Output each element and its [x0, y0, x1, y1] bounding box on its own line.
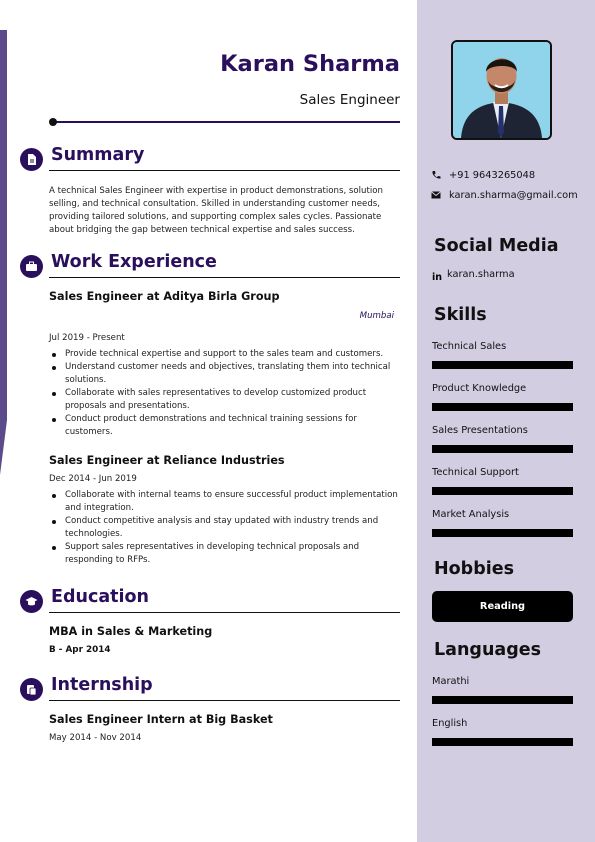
profile-photo	[451, 40, 552, 140]
skills-heading: Skills	[434, 305, 487, 325]
skill-label: Market Analysis	[432, 509, 510, 520]
job-dates: Jul 2019 - Present	[49, 333, 125, 343]
internship-dates: May 2014 - Nov 2014	[49, 733, 142, 743]
skill-label: Sales Presentations	[432, 425, 528, 436]
phone-number: +91 9643265048	[449, 170, 536, 181]
job-bullet: Conduct product demonstrations and technical training sessions for customers.	[49, 413, 402, 439]
skill-label: Technical Support	[432, 467, 519, 478]
linkedin-handle[interactable]: karan.sharma	[447, 269, 515, 280]
skill-bar	[432, 487, 573, 495]
email-address[interactable]: karan.sharma@gmail.com	[449, 190, 578, 201]
hobby-tag: Reading	[432, 591, 573, 622]
clipboard-icon	[20, 678, 43, 701]
hobbies-heading: Hobbies	[434, 559, 515, 579]
internship-rule	[49, 700, 400, 701]
degree-dates: B - Apr 2014	[49, 645, 111, 655]
job-dates: Dec 2014 - Jun 2019	[49, 474, 137, 484]
envelope-icon	[431, 190, 441, 203]
work-heading: Work Experience	[51, 252, 217, 272]
social-media-heading: Social Media	[434, 236, 559, 256]
skill-bar	[432, 361, 573, 369]
job-location: Mumbai	[359, 311, 394, 321]
summary-text: A technical Sales Engineer with expertise in product demonstrations, solution selling, and technical consultation. Skilled in understanding customer needs, providing tailored solutions, and supporting complex sales cycles. Passionate about bridging the gap between technical expertise and sales success.	[49, 186, 383, 235]
skill-bar	[432, 445, 573, 453]
job-bullets	[49, 348, 402, 439]
job-title: Sales Engineer at Reliance Industries	[49, 454, 285, 467]
job-title: Sales Engineer at Aditya Birla Group	[49, 290, 280, 303]
header-divider	[52, 121, 400, 123]
summary-rule	[49, 170, 400, 171]
language-bar	[432, 738, 573, 746]
linkedin-icon: in	[432, 272, 443, 283]
graduation-cap-icon	[20, 590, 43, 613]
skill-bar	[432, 403, 573, 411]
internship-heading: Internship	[51, 675, 153, 695]
work-rule	[49, 277, 400, 278]
job-bullet: Collaborate with internal teams to ensure successful product implementation and integration.	[49, 489, 402, 515]
education-heading: Education	[51, 587, 149, 607]
sidebar	[417, 0, 595, 842]
candidate-name: Karan Sharma	[220, 51, 400, 77]
job-bullet: Understand customer needs and objectives, translating them into technical solutions.	[49, 361, 402, 387]
left-accent-tip	[0, 420, 7, 475]
education-rule	[49, 612, 400, 613]
skill-label: Product Knowledge	[432, 383, 527, 394]
skill-label: Technical Sales	[432, 341, 507, 352]
job-bullet: Collaborate with sales representatives to develop customized product proposals and presentations.	[49, 387, 402, 413]
document-icon	[20, 148, 43, 171]
phone-icon	[431, 170, 441, 183]
skill-bar	[432, 529, 573, 537]
languages-heading: Languages	[434, 640, 542, 660]
job-bullet: Support sales representatives in developing technical proposals and responding to RFPs.	[49, 541, 402, 567]
language-label: English	[432, 718, 468, 729]
main-column	[20, 0, 402, 842]
summary-heading: Summary	[51, 145, 145, 165]
header-divider-dot	[49, 118, 57, 126]
degree-title: MBA in Sales & Marketing	[49, 625, 213, 638]
language-label: Marathi	[432, 676, 470, 687]
briefcase-icon	[20, 255, 43, 278]
job-bullet: Conduct competitive analysis and stay updated with industry trends and technologies.	[49, 515, 402, 541]
job-bullet: Provide technical expertise and support to the sales team and customers.	[49, 348, 402, 361]
left-accent-stripe	[0, 30, 7, 420]
internship-role: Sales Engineer Intern at Big Basket	[49, 713, 273, 726]
job-bullets	[49, 489, 402, 567]
candidate-role: Sales Engineer	[299, 92, 400, 108]
language-bar	[432, 696, 573, 704]
